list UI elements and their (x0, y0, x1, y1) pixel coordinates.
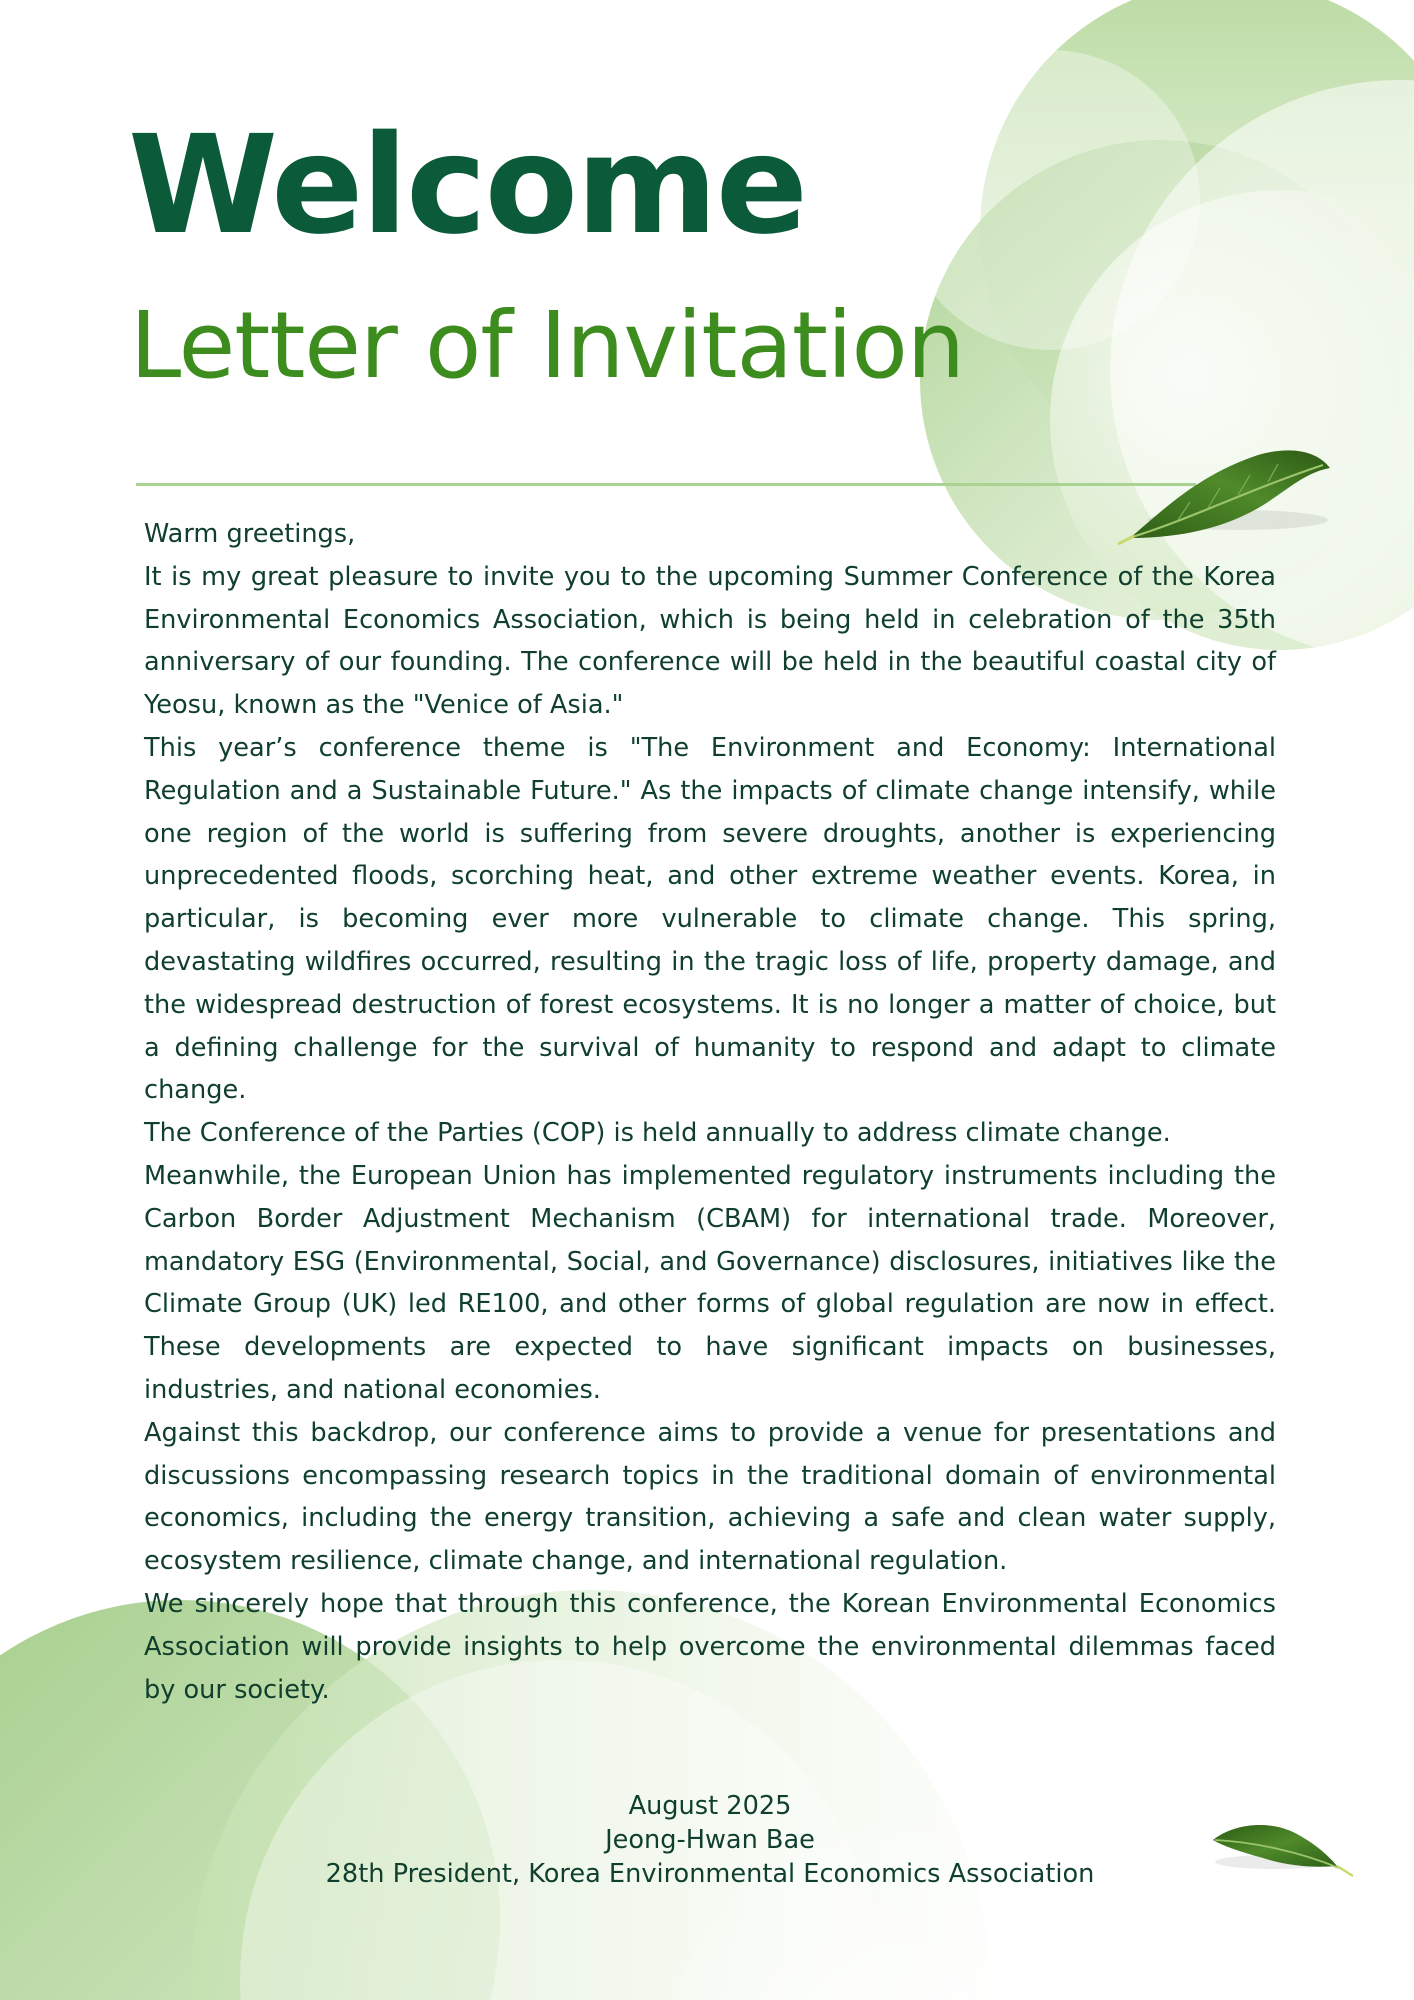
letter-body (144, 513, 1276, 1711)
heading-divider (136, 483, 1196, 486)
page-subtitle: Letter of Invitation (130, 292, 965, 399)
leaf-icon (1205, 1810, 1355, 1890)
letter-paragraph-2: This year’s conference theme is "The Environment and Economy: International Regulation and a Sustainable Future." As the impacts of climate change intensify, while one region of the world is suffering from severe droughts, another is experiencing unprecedented floods, scorching heat, and other extreme weather events. Korea, in particular, is becoming ever more vulnerable to climate change. This spring, devastating wildfires occurred, resulting in the tragic loss of life, property damage, and the widespread destruction of forest ecosystems. It is no longer a matter of choice, but a defining challenge for the survival of humanity to respond and adapt to climate change. (144, 732, 1276, 1106)
page-title: Welcome (128, 107, 807, 265)
letter-paragraph-6: We sincerely hope that through this conference, the Korean Environmental Economics Association will provide insights to help overcome the environmental dilemmas faced by our society. (144, 1588, 1276, 1705)
letter-paragraph-3: The Conference of the Parties (COP) is held annually to address climate change. (144, 1118, 1171, 1149)
letter-paragraph-4: Meanwhile, the European Union has implemented regulatory instruments including the Carbon Border Adjustment Mechanism (CBAM) for international trade. Moreover, mandatory ESG (Environmental, Social, and Governance) disclosures, initiatives like the Climate Group (UK) led RE100, and other forms of global regulation are now in effect. These developments are expected to have significant impacts on businesses, industries, and national economies. (144, 1160, 1276, 1405)
leaf-icon (1118, 440, 1338, 550)
letter-paragraph-5: Against this backdrop, our conference aims to provide a venue for presentations and discussions encompassing research topics in the traditional domain of environmental economics, including the energy transition, achieving a safe and clean water supply, ecosystem resilience, climate change, and international regulation. (144, 1417, 1276, 1577)
letter-greeting: Warm greetings, (144, 519, 356, 549)
signature-role: 28th President, Korea Environmental Economics Association (325, 1859, 1095, 1889)
signature-block (144, 1789, 1276, 1891)
signature-name: Jeong-Hwan Bae (605, 1825, 815, 1855)
letter-paragraph-1: It is my great pleasure to invite you to the upcoming Summer Conference of the Korea Environmental Economics Association, which is being held in celebration of the 35th anniversary of our founding. The conference will be held in the beautiful coastal city of Yeosu, known as the "Venice of Asia." (144, 561, 1276, 721)
signature-date: August 2025 (628, 1791, 792, 1821)
